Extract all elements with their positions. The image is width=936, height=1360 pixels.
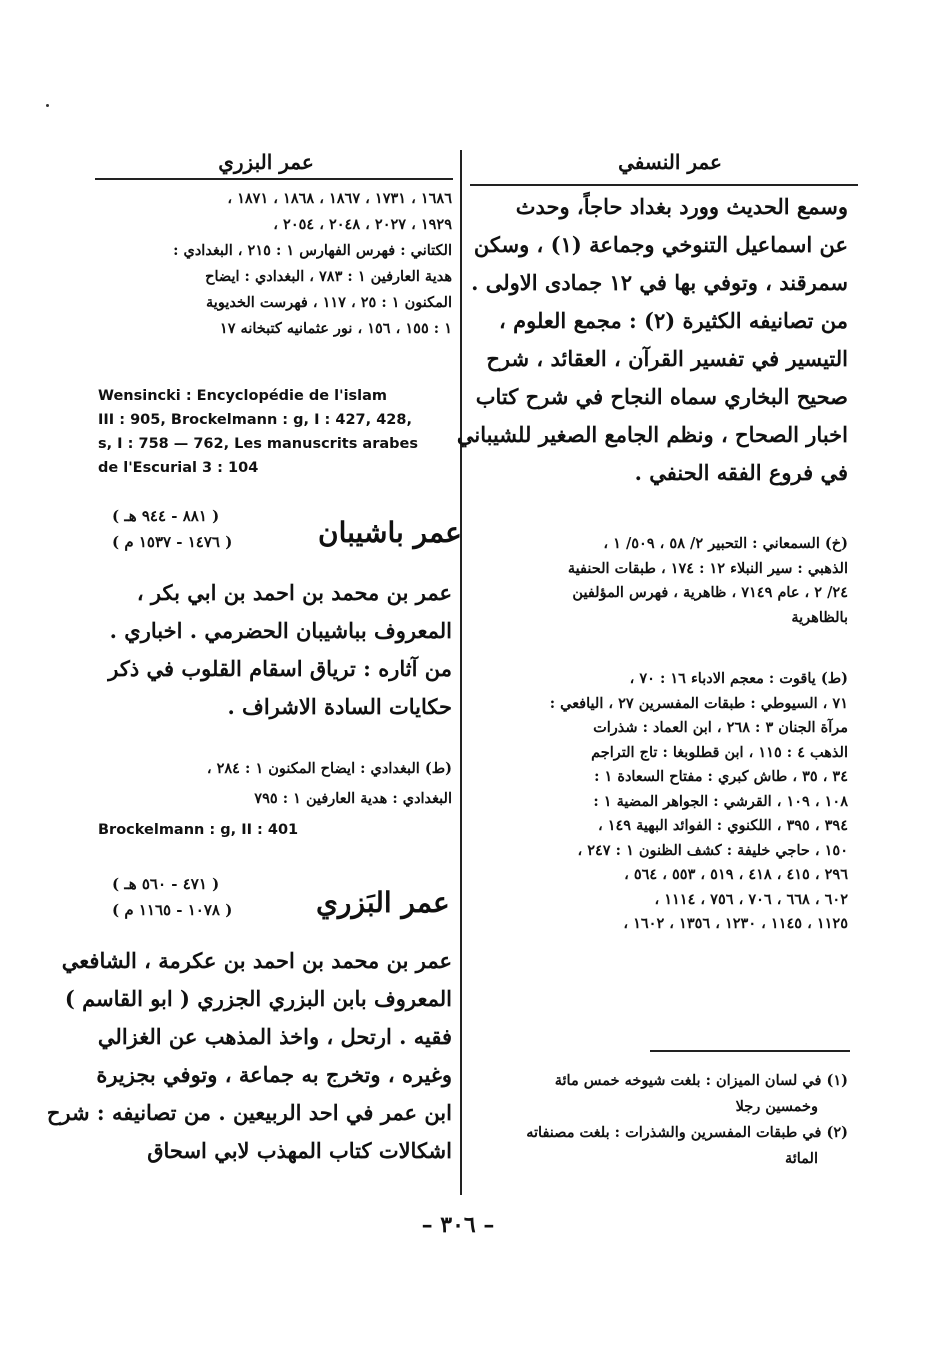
left-latin-references <box>98 384 452 480</box>
footnote-line: (٢) في طبقات المفسرين والشذرات : بلغت مصنفاته <box>526 1124 848 1141</box>
reference-line: هدية العارفين ١ : ٧٨٣ ، البغدادي : ايضاح <box>205 268 452 285</box>
reference-line: مرآة الجنان ٣ : ٢٦٨ ، ابن العماد : شذرات <box>593 719 848 736</box>
text-line: عمر بن محمد بن احمد بن عكرمة ، الشافعي <box>61 948 452 973</box>
text-line: المعروف بباشيبان الحضرمي . اخباري . <box>109 618 452 643</box>
text-line: من تصانيفه الكثيرة (٢) : مجمع العلوم ، <box>499 308 848 333</box>
entry-bashiban-body <box>98 574 452 726</box>
footnote-line: المائة <box>784 1150 818 1167</box>
entry-title: عمر البَزري <box>316 886 450 919</box>
right-body-text <box>456 188 848 492</box>
reference-line: ١٥٠ ، حاجي خليفة : كشف الظنون ١ : ٢٤٧ ، <box>577 841 848 859</box>
reference-line: ٣٩٤ ، ٣٩٥ ، اللكنوي : الفوائد البهية ١٤٩ ، <box>597 817 848 834</box>
right-reference-block-2 <box>484 667 848 937</box>
entry-bazri-body <box>46 942 452 1170</box>
column-divider <box>460 150 462 1195</box>
text-line: التيسير في تفسير القرآن ، العقائد ، شرح <box>486 346 848 371</box>
reference-line: ١٠٨ ، ١٠٩ ، القرشي : الجواهر المضية ١ : <box>593 792 848 810</box>
text-line: صحيح البخاري سماه النجاح في شرح كتاب <box>475 384 848 409</box>
latin-reference-line: s, I : 758 — 762, Les manuscrits arabes <box>98 436 418 452</box>
entry-dates-hijri: ( ٤٧١ - ٥٦٠ هـ ) <box>112 875 220 893</box>
left-continued-references <box>98 186 452 342</box>
footnotes <box>484 1068 848 1172</box>
right-reference-block-1 <box>484 532 848 630</box>
reference-line: ١٦٨٦ ، ١٧٣١ ، ١٨٦٧ ، ١٨٦٨ ، ١٨٧١ ، <box>227 190 452 207</box>
reference-line: الذهب ٤ : ١١٥ ، ابن قطلوبغا : تاج التراجم <box>591 743 848 761</box>
latin-reference-line: Wensincki : Encyclopédie de l'islam <box>98 388 388 404</box>
speck-mark <box>46 104 49 107</box>
reference-line: ٢٤/ ٢ ، عام ٧١٤٩ ، ظاهرية ، فهرس المؤلفين <box>572 584 848 601</box>
entry-title: عمر باشيبان <box>318 516 462 549</box>
reference-line: بالظاهرية <box>791 608 848 626</box>
text-line: وسمع الحديث وورد بغداد حاجاً، وحدث <box>515 194 848 219</box>
page-number: – ٣٠٦ – <box>421 1212 495 1238</box>
reference-line: ١ : ١٥٥ ، ١٥٦ ، نور عثمانيه كتبخانه ١٧ <box>219 320 452 337</box>
entry-bashiban-references <box>98 754 452 814</box>
right-running-header: عمر النسفي <box>618 150 722 174</box>
reference-line: (ط) ياقوت : معجم الادباء ١٦ : ٧٠ ، <box>629 670 848 687</box>
reference-line: ١٩٢٩ ، ٢٠٢٧ ، ٢٠٤٨ ، ٢٠٥٤ ، <box>273 216 452 233</box>
footnote-line: وخمسين رجلا <box>735 1098 818 1115</box>
text-line: في فروع الفقه الحنفي . <box>634 460 848 485</box>
entry-dates-gregorian: ( ١٤٧٦ - ١٥٣٧ م ) <box>112 533 233 551</box>
latin-reference-line: Brockelmann : g, II : 401 <box>98 822 299 838</box>
latin-reference-line: III : 905, Brockelmann : g, I : 427, 428, <box>98 412 412 428</box>
left-header-rule <box>95 178 453 180</box>
text-line: من آثاره : ترياق اسقام القلوب في ذكر <box>108 656 452 681</box>
entry-bashiban-latin-reference <box>98 818 452 842</box>
entry-dates-hijri: ( ٨٨١ - ٩٤٤ هـ ) <box>112 507 220 525</box>
footnote-rule <box>650 1050 850 1052</box>
reference-line: (ط) البغدادي : ايضاح المكنون ١ : ٢٨٤ ، <box>206 760 452 777</box>
reference-line: المكنون ١ : ٢٥ ، ١١٧ ، فهرست الخديوية <box>206 294 452 311</box>
text-line: حكايات السادة الاشراف . <box>227 694 452 719</box>
reference-line: ٣٤ ، ٣٥ ، طاش كبري : مفتاح السعادة ١ : <box>594 768 848 785</box>
reference-line: البغدادي : هدية العارفين ١ : ٧٩٥ <box>254 790 452 807</box>
reference-line: (خ) السمعاني : التحبير ٢/ ٥٨ ، ٥٠٩/ ١ ، <box>603 535 848 552</box>
latin-reference-line: de l'Escurial 3 : 104 <box>98 460 259 476</box>
text-line: اخبار الصحاح ، ونظم الجامع الصغير للشيباني <box>456 422 848 447</box>
text-line: اشكالات كتاب المهذب لابي اسحاق <box>147 1138 452 1163</box>
left-running-header: عمر البزري <box>218 150 314 174</box>
reference-line: ١١٢٥ ، ١١٤٥ ، ١٢٣٠ ، ١٣٥٦ ، ١٦٠٢ ، <box>623 915 848 932</box>
text-line: ابن عمر في احد الربيعين . من تصانيفه : شرح <box>46 1100 452 1125</box>
reference-line: الكتاني : فهرس الفهارس ١ : ٢١٥ ، البغدادي : <box>173 242 452 259</box>
footnote-line: (١) في لسان الميزان : بلغت شيوخه خمس مائة <box>554 1072 848 1089</box>
text-line: فقيه . ارتحل ، واخذ المذهب عن الغزالي <box>97 1024 452 1049</box>
text-line: المعروف بابن البزري الجزري ( ابو القاسم ) <box>64 986 452 1011</box>
entry-dates-gregorian: ( ١٠٧٨ - ١١٦٥ م ) <box>112 901 233 919</box>
text-line: وغيره ، وتخرج به جماعة ، وتوفي بجزيرة <box>96 1062 452 1087</box>
text-line: عن اسماعيل التنوخي وجماعة (١) ، وسكن <box>473 232 848 257</box>
text-line: سمرقند ، وتوفي بها في ١٢ جمادى الاولى . <box>471 270 848 295</box>
reference-line: ٦٠٢ ، ٦٦٨ ، ٧٠٦ ، ٧٥٦ ، ١١١٤ ، <box>654 890 848 908</box>
right-header-rule <box>470 184 858 186</box>
reference-line: ٧١ ، السيوطي : طبقات المفسرين ٢٧ ، اليافعي : <box>549 694 848 712</box>
reference-line: ٢٩٦ ، ٤١٥ ، ٤١٨ ، ٥١٩ ، ٥٥٣ ، ٥٦٤ ، <box>624 866 848 883</box>
text-line: عمر بن محمد بن احمد بن ابي بكر ، <box>136 580 452 605</box>
reference-line: الذهبي : سير النبلاء ١٢ : ١٧٤ ، طبقات الحنفية <box>567 559 848 577</box>
